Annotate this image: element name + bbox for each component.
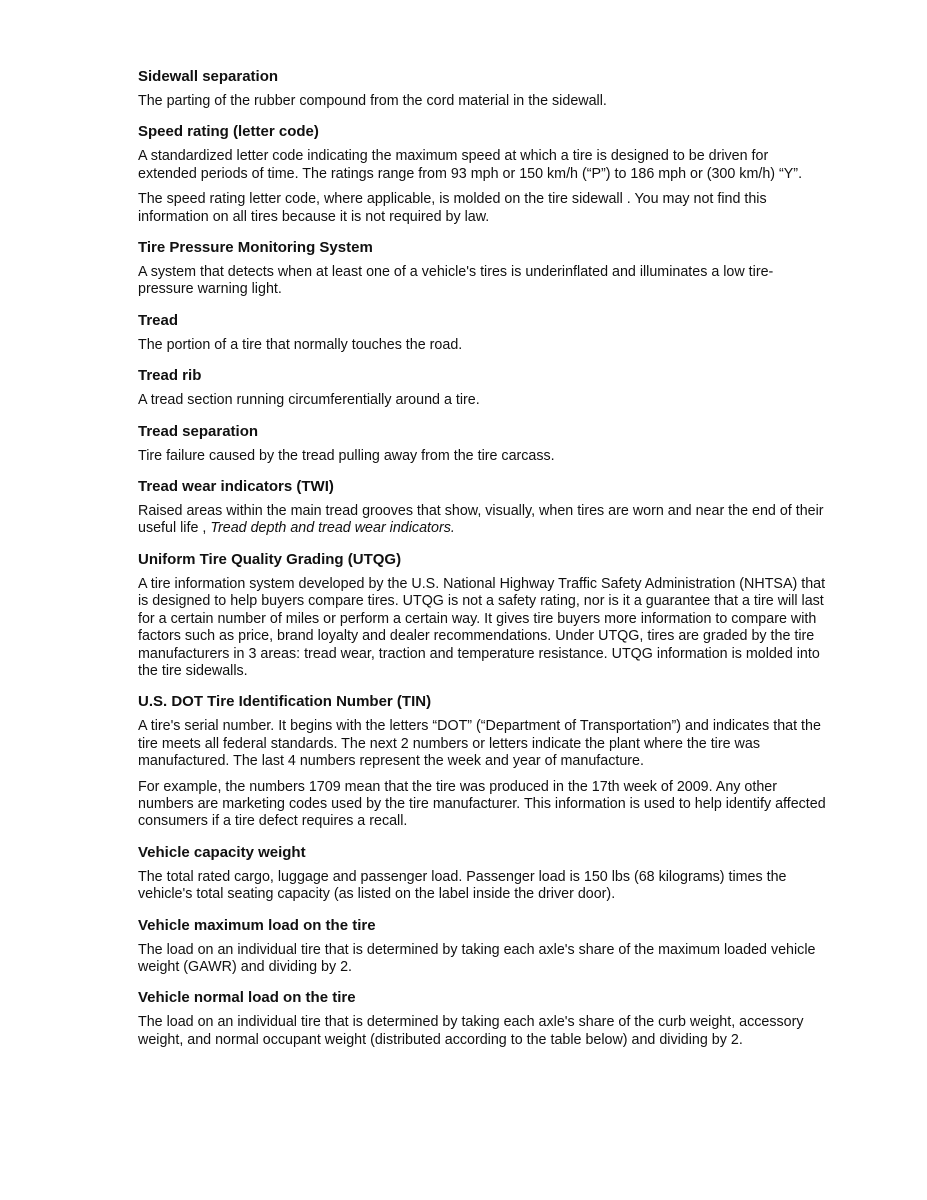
glossary-entry-vehicle-maximum-load [138, 917, 828, 977]
cross-reference-link[interactable]: Tread depth and tread wear indicators. [210, 520, 455, 537]
term-heading: Tread wear indicators (TWI) [138, 478, 334, 496]
glossary-entry-utqg [138, 551, 828, 680]
term-heading: Vehicle normal load on the tire [138, 989, 356, 1007]
definition-paragraph: The parting of the rubber compound from the cord material in the sidewall. [138, 93, 607, 109]
definition-paragraph [138, 503, 828, 538]
term-heading: Speed rating (letter code) [138, 123, 319, 141]
glossary-entry-vehicle-normal-load [138, 989, 828, 1049]
glossary-entry-tread-wear-indicators [138, 478, 828, 538]
term-heading: U.S. DOT Tire Identification Number (TIN) [138, 693, 432, 711]
definition-paragraph: A tire information system developed by the U.S. National Highway Traffic Safety Administration (NHTSA) that is designed to help buyers compare tires. UTQG is not a safety rating, nor is it a guarantee that a tire will last for a certain number of miles or perform a certain way. It gives tire buyers more information to compare with factors such as price, brand loyalty and dealer recommendations. Under UTQG, tires are graded by the tire manufacturers in 3 areas: tread wear, traction and temperature resistance. UTQG information is molded into the tire sidewalls. [138, 575, 826, 679]
glossary-entry-sidewall-separation [138, 68, 828, 110]
glossary-entry-tread-rib [138, 367, 828, 409]
document-page [138, 68, 828, 1062]
definition-paragraph: A tread section running circumferentially around a tire. [138, 392, 480, 409]
definition-paragraph: A system that detects when at least one of a vehicle's tires is underinflated and illuminates a low tire-pressure warning light. [138, 264, 774, 298]
definition-paragraph: A tire's serial number. It begins with the letters “DOT” (“Department of Transportation”) and indicates that the tire meets all federal standards. The next 2 numbers or letters indicate the plant where the tire was manufactured. The last 4 numbers represent the week and year of manufacture. [138, 718, 821, 770]
term-heading: Tread separation [138, 422, 259, 440]
glossary-entry-tpms [138, 239, 828, 299]
definition-paragraph: The load on an individual tire that is determined by taking each axle's share of the maximum loaded vehicle weight (GAWR) and dividing by 2. [138, 941, 816, 975]
glossary-entry-speed-rating [138, 123, 828, 226]
term-heading: Tread [138, 311, 179, 329]
term-heading: Vehicle capacity weight [138, 843, 306, 861]
term-heading: Vehicle maximum load on the tire [138, 916, 376, 934]
definition-paragraph: A standardized letter code indicating the maximum speed at which a tire is designed to be driven for extended periods of time. The ratings range from 93 mph or 150 km/h (“P”) to 186 mph or (300 km/h) “Y”. [138, 148, 803, 182]
term-heading: Tire Pressure Monitoring System [138, 239, 373, 257]
term-heading: Tread rib [138, 367, 202, 385]
definition-paragraph: The portion of a tire that normally touches the road. [138, 336, 463, 353]
glossary-entry-tread [138, 312, 828, 354]
term-heading: Sidewall separation [138, 68, 279, 85]
glossary-entry-tread-separation [138, 423, 828, 465]
definition-paragraph: The total rated cargo, luggage and passenger load. Passenger load is 150 lbs (68 kilograms) times the vehicle's total seating capacity (as listed on the label inside the driver door). [138, 868, 787, 903]
term-heading: Uniform Tire Quality Grading (UTQG) [138, 550, 402, 568]
definition-paragraph: Tire failure caused by the tread pulling away from the tire carcass. [138, 447, 555, 464]
glossary-entry-dot-tin [138, 693, 828, 830]
definition-paragraph: The load on an individual tire that is determined by taking each axle's share of the curb weight, accessory weight, and normal occupant weight (distributed according to the table below) and dividing by 2. [138, 1014, 804, 1048]
definition-text: Raised areas within the main tread grooves that show, visually, when tires are worn and near the end of their useful life , [138, 503, 824, 537]
definition-paragraph: The speed rating letter code, where applicable, is molded on the tire sidewall . You may not find this information on all tires because it is not required by law. [138, 191, 767, 225]
glossary-entry-vehicle-capacity-weight [138, 844, 828, 904]
definition-paragraph: For example, the numbers 1709 mean that the tire was produced in the 17th week of 2009. Any other numbers are marketing codes used by the tire manufacturer. This information is used to help identify affected consumers if a tire defect requires a recall. [138, 778, 826, 830]
